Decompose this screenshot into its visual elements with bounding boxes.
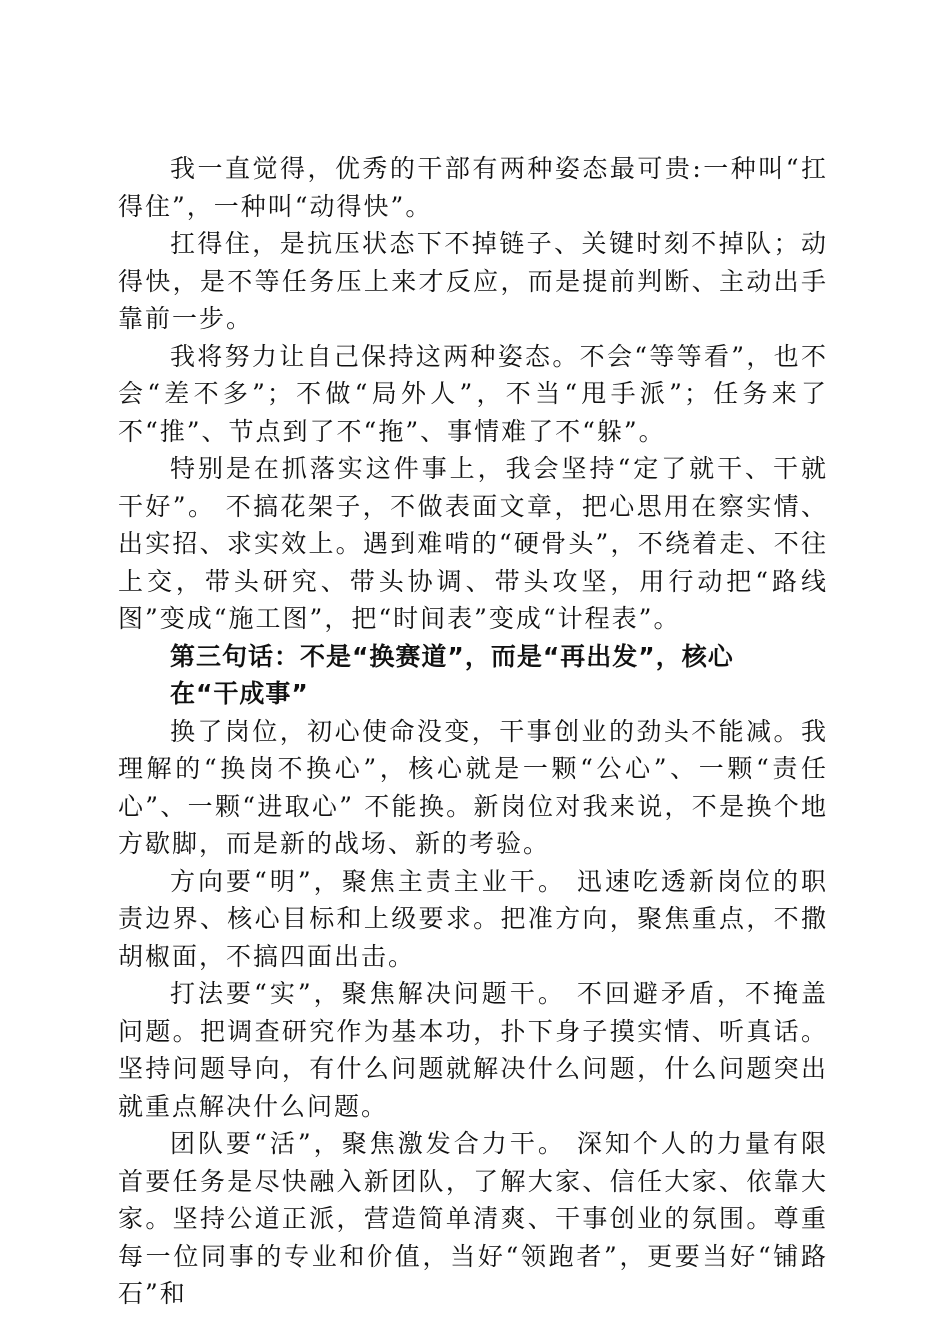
- paragraph-2: 扛得住，是抗压状态下不掉链子、关键时刻不掉队；动得快，是不等任务压上来才反应，而是提前判断、主动出手靠前一步。: [118, 229, 828, 333]
- paragraph-8: 团队要“活”，聚焦激发合力干。 深知个人的力量有限首要任务是尽快融入新团队，了解大家、信任大家、依靠大家。坚持公道正派，营造简单清爽、干事创业的氛围。尊重每一位同事的专业和价值，当好“领跑者”，更要当好“铺路石”和: [118, 1129, 828, 1308]
- document-body: [118, 150, 828, 1313]
- paragraph-1: 我一直觉得，优秀的干部有两种姿态最可贵:一种叫“扛得住”，一种叫“动得快”。: [118, 154, 828, 221]
- section-heading: 第三句话：不是“换赛道”，而是“再出发”，核心在“干成事”: [170, 641, 734, 708]
- paragraph-4: 特别是在抓落实这件事上，我会坚持“定了就干、干就干好”。 不搞花架子，不做表面文章，把心思用在察实情、出实招、求实效上。遇到难啃的“硬骨头”，不绕着走、不往上交，带头研究、带头协调、带头攻坚，用行动把“路线图”变成“施工图”，把“时间表”变成“计程表”。: [118, 454, 828, 633]
- paragraph-6: 方向要“明”，聚焦主责主业干。 迅速吃透新岗位的职责边界、核心目标和上级要求。把准方向，聚焦重点，不撒胡椒面，不搞四面出击。: [118, 866, 828, 971]
- paragraph-5: 换了岗位，初心使命没变，干事创业的劲头不能减。我理解的“换岗不换心”，核心就是一颗“公心”、一颗“责任心”、一颗“进取心” 不能换。新岗位对我来说，不是换个地方歇脚，而是新的战场、新的考验。: [118, 716, 828, 858]
- paragraph-7: 打法要“实”，聚焦解决问题干。 不回避矛盾，不掩盖问题。把调查研究作为基本功，扑下身子摸实情、听真话。坚持问题导向，有什么问题就解决什么问题，什么问题突出就重点解决什么问题。: [118, 979, 828, 1121]
- paragraph-3: 我将努力让自己保持这两种姿态。不会“等等看”，也不会“差不多”；不做“局外人”，不当“甩手派”；任务来了不“推”、节点到了不“拖”、事情难了不“躲”。: [118, 341, 828, 446]
